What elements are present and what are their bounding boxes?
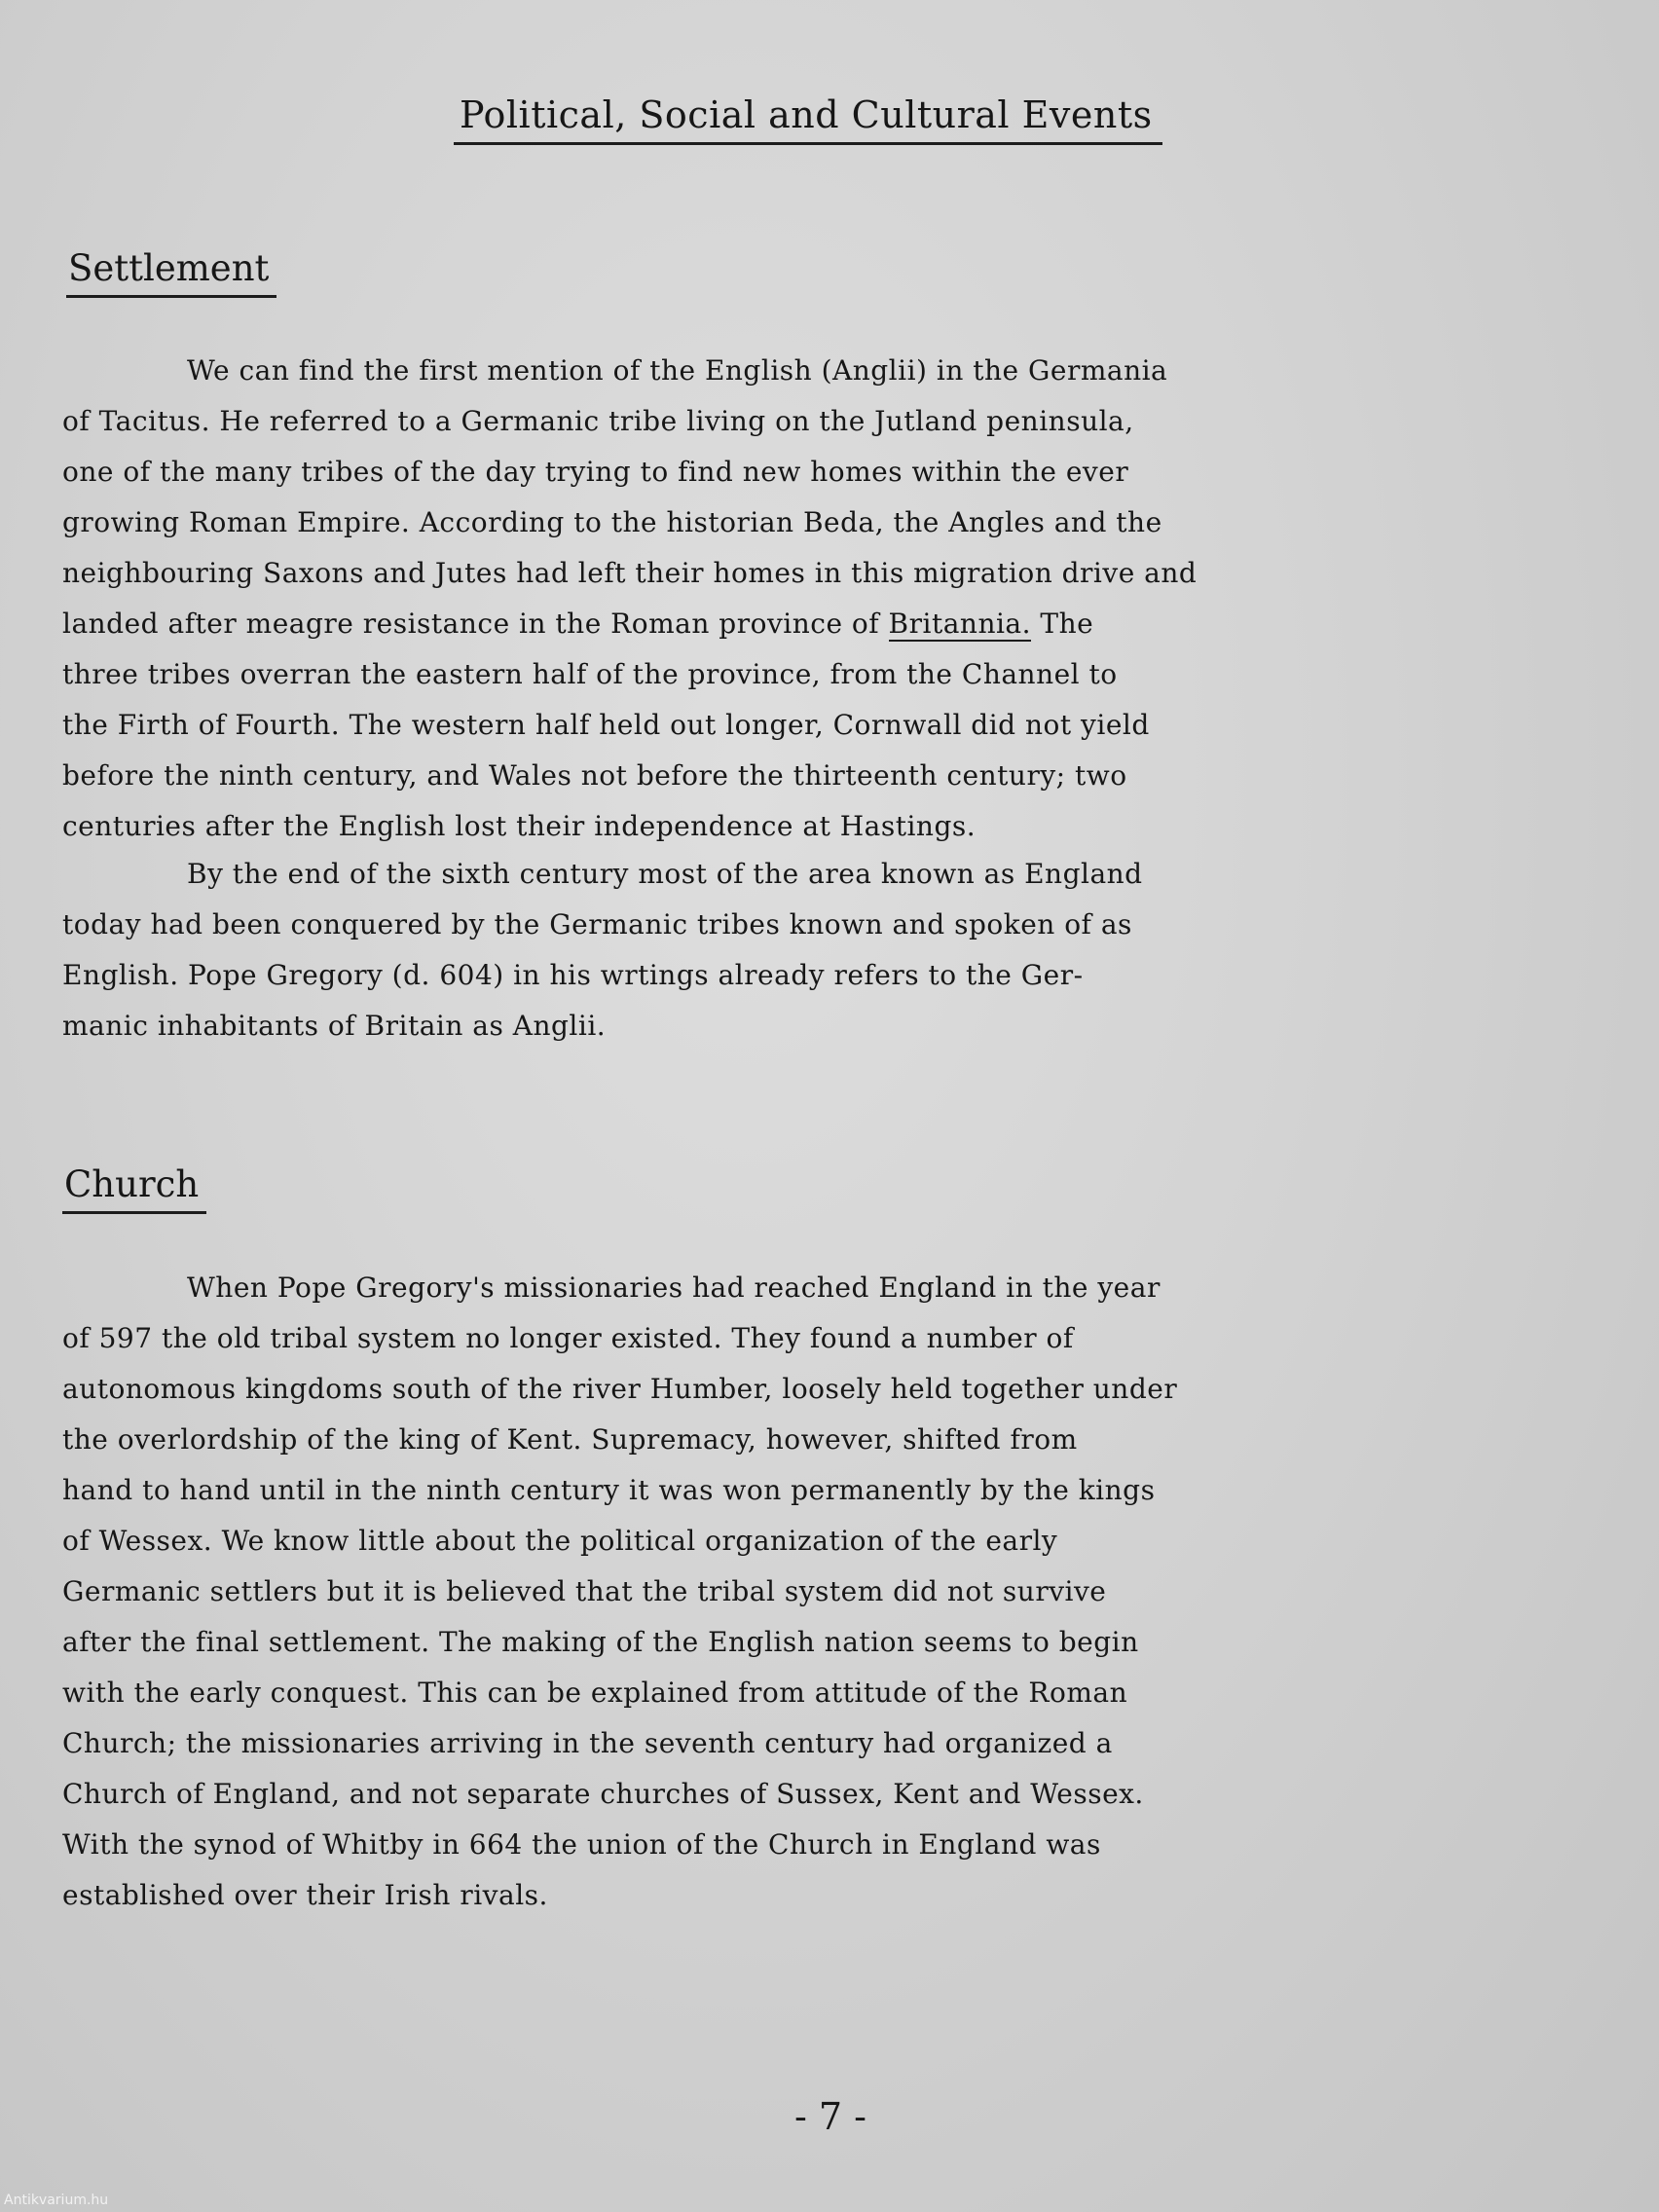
page-number: - 7 - [794, 2095, 867, 2138]
paragraph-settlement-1 [62, 346, 1659, 852]
line-text-before: landed after meagre resistance in the Roman province of [62, 608, 889, 640]
text-line: Church of England, and not separate churches of Sussex, Kent and Wessex. [62, 1778, 1144, 1810]
text-line: By the end of the sixth century most of the area known as England [187, 858, 1143, 890]
text-line: three tribes overran the eastern half of the province, from the Channel to [62, 658, 1118, 690]
text-line: hand to hand until in the ninth century it was won permanently by the kings [62, 1474, 1156, 1506]
document-title: Political, Social and Cultural Events [454, 93, 1162, 145]
text-line: Church; the missionaries arriving in the seventh century had organized a [62, 1727, 1113, 1759]
text-line: today had been conquered by the Germanic tribes known and spoken of as [62, 908, 1132, 940]
section-heading-settlement: Settlement [66, 247, 276, 298]
text-line: English. Pope Gregory (d. 604) in his wrtings already refers to the Ger- [62, 959, 1084, 991]
text-line: of 597 the old tribal system no longer existed. They found a number of [62, 1322, 1074, 1354]
text-line: neighbouring Saxons and Jutes had left their homes in this migration drive and [62, 557, 1198, 589]
text-line: established over their Irish rivals. [62, 1879, 548, 1911]
text-line: autonomous kingdoms south of the river Humber, loosely held together under [62, 1373, 1178, 1405]
paragraph-church-1 [62, 1263, 1659, 1921]
text-line: after the final settlement. The making of the English nation seems to begin [62, 1626, 1139, 1658]
text-line-with-underline [62, 599, 1659, 649]
text-line: When Pope Gregory's missionaries had reached England in the year [187, 1272, 1161, 1304]
watermark-logo: Antikvarium.hu [4, 2193, 109, 2208]
text-line: one of the many tribes of the day trying to find new homes within the ever [62, 456, 1129, 488]
paragraph-settlement-2 [62, 849, 1659, 1051]
text-line: with the early conquest. This can be explained from attitude of the Roman [62, 1677, 1128, 1709]
text-line: before the ninth century, and Wales not before the thirteenth century; two [62, 759, 1127, 792]
text-line: of Tacitus. He referred to a Germanic tribe living on the Jutland peninsula, [62, 405, 1134, 437]
underlined-term-britannia: Britannia. [888, 608, 1032, 640]
text-line: With the synod of Whitby in 664 the union of the Church in England was [62, 1828, 1101, 1861]
text-line: the Firth of Fourth. The western half held out longer, Cornwall did not yield [62, 709, 1150, 741]
text-line: manic inhabitants of Britain as Anglii. [62, 1010, 607, 1042]
text-line: centuries after the English lost their independence at Hastings. [62, 810, 977, 842]
text-line: growing Roman Empire. According to the historian Beda, the Angles and the [62, 506, 1162, 538]
text-line: of Wessex. We know little about the political organization of the early [62, 1525, 1058, 1557]
text-line: We can find the first mention of the English (Anglii) in the Germania [187, 354, 1168, 387]
text-line: Germanic settlers but it is believed that the tribal system did not survive [62, 1575, 1107, 1607]
line-text-after: The [1031, 608, 1094, 640]
section-heading-church: Church [62, 1163, 206, 1214]
text-line: the overlordship of the king of Kent. Supremacy, however, shifted from [62, 1423, 1078, 1456]
